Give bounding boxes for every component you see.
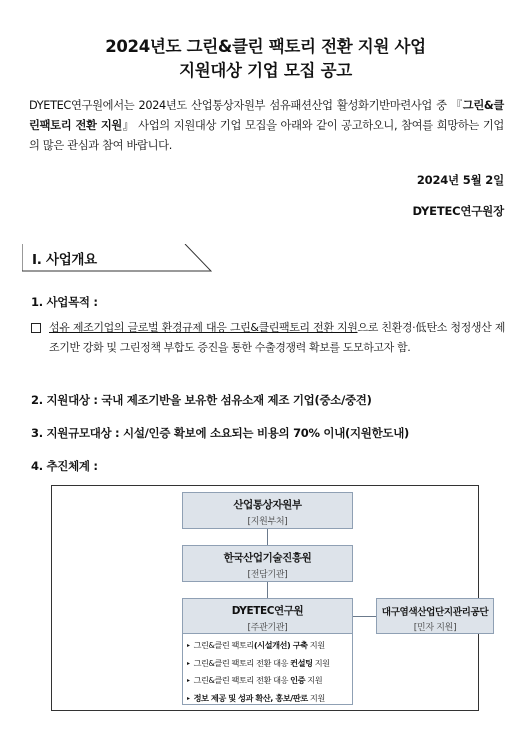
ministry-name: 산업통상자원부 [233, 499, 302, 511]
purpose-heading: 1. 사업목적 : [31, 295, 98, 309]
org-box-agency [182, 545, 353, 582]
triangle-bullet-icon: ▸ [187, 694, 190, 702]
section-header [22, 244, 212, 272]
intro-text-1: DYETEC연구원에서는 2024년도 산업통상자원부 섬유패션산업 활성화기반마련사업 중 『 [29, 99, 463, 112]
host-task-list [182, 634, 353, 705]
section-title: Ⅰ. 사업개요 [32, 252, 97, 268]
announcement-date: 2024년 5월 2일 [416, 173, 504, 187]
task-item: ▸ 정보 제공 및 성과 확산, 홍보/판로 지원 [187, 690, 352, 708]
checkbox-square-icon [31, 323, 41, 333]
intro-text-2: 』 사업의 지원대상 기업 모집을 아래와 같이 공고하오니, 참여를 희망하는 기업의 많은 관심과 참여 바랍니다. [29, 119, 504, 152]
task-item: ▸ 그린&클린 팩토리(시설개선) 구축 지원 [187, 637, 352, 655]
connector-line [267, 582, 268, 598]
connector-line [267, 529, 268, 545]
host-name: DYETEC연구원 [231, 605, 304, 617]
page-title-line2: 지원대상 기업 모집 공고 [179, 61, 352, 80]
purpose-text [49, 318, 505, 357]
host-role: [주관기관] [247, 623, 288, 633]
intro-paragraph [29, 96, 504, 156]
ministry-role: [지원부처] [247, 517, 288, 527]
page-title-line1: 2024년도 그린&클린 팩토리 전환 지원 사업 [105, 37, 426, 56]
scale-line: 3. 지원규모대상 : 시설/인증 확보에 소요되는 비용의 70% 이내(지원한도내) [31, 426, 409, 440]
purpose-text-rest: 으로 친환경·低탄소 청정생산 제조기반 강화 및 그린정책 부합도 증진을 통한 수출경쟁력 확보를 도모하고자 함. [49, 321, 505, 354]
org-box-ministry [182, 492, 353, 529]
intro-highlight: 그린&클린팩토리 전환 지원 [29, 99, 504, 132]
purpose-bullet [31, 318, 505, 357]
org-box-host [182, 598, 353, 634]
connector-line [353, 616, 376, 617]
triangle-bullet-icon: ▸ [187, 659, 190, 667]
system-heading: 4. 추진체계 : [31, 459, 98, 473]
triangle-bullet-icon: ▸ [187, 677, 190, 684]
org-box-partner [376, 598, 494, 634]
triangle-bullet-icon: ▸ [187, 642, 190, 649]
target-line: 2. 지원대상 : 국내 제조기반을 보유한 섬유소재 제조 기업(중소/중견) [31, 393, 372, 407]
agency-name: 한국산업기술진흥원 [223, 552, 312, 564]
agency-role: [전담기관] [247, 570, 288, 580]
purpose-text-underlined: 섬유 제조기업의 글로벌 환경규제 대응 그린&클린팩토리 전환 지원 [49, 321, 358, 334]
partner-role: [민자 지원] [413, 623, 457, 633]
issuer-name: DYETEC연구원장 [412, 204, 504, 218]
partner-name: 대구염색산업단지관리공단 [381, 607, 489, 618]
task-item: ▸ 그린&클린 팩토리 전환 대응 컨설팅 지원 [187, 655, 352, 673]
task-item: ▸ 그린&클린 팩토리 전환 대응 인증 지원 [187, 672, 352, 690]
